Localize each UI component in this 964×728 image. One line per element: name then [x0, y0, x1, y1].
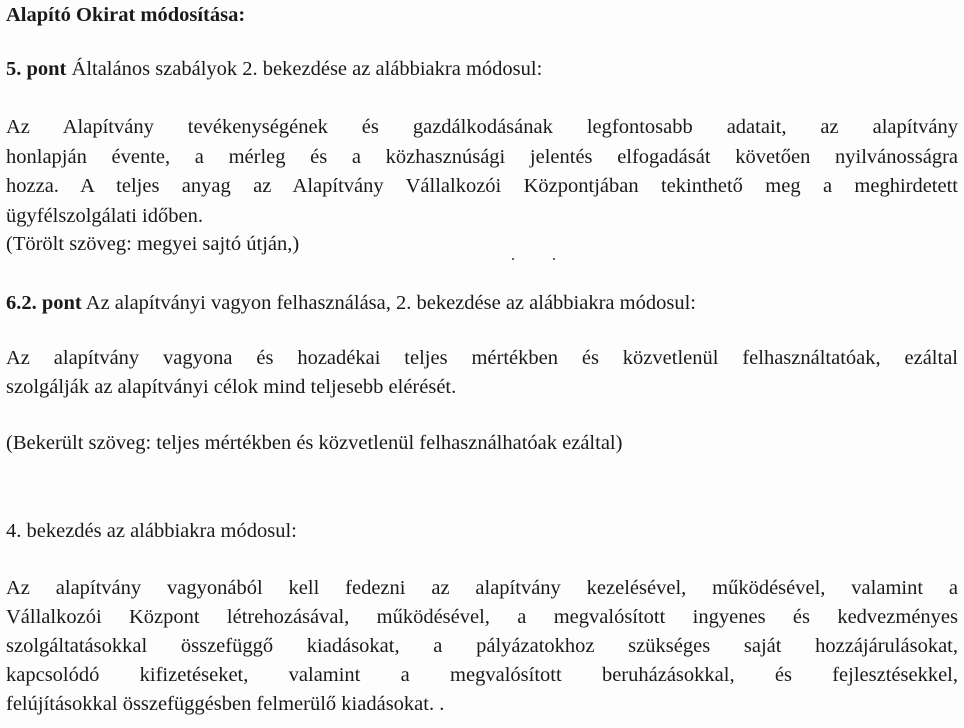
section-4-line-5: felújításokkal összefüggésben felmerülő kiadásokat. .	[6, 693, 445, 715]
document-heading: Alapító Okirat módosítása:	[6, 4, 246, 26]
section-6-2-line-2: szolgálják az alapítványi célok mind teljesebb elérését.	[6, 376, 457, 398]
scan-speck	[553, 258, 555, 260]
section-5-title-line	[6, 56, 542, 82]
section-4-line-4: kapcsolódó kifizetéseket, valamint a megvalósított beruházásokkal, és fejlesztésekkel,	[6, 664, 958, 686]
scan-speck	[512, 258, 514, 260]
section-4-line-3: szolgáltatásokkal összefüggő kiadásokat, a pályázatokhoz szükséges saját hozzájárulásokat,	[6, 635, 958, 657]
section-6-2-line-1: Az alapítvány vagyona és hozadékai teljes mértékben és közvetlenül felhasználtatóak, ezáltal	[6, 347, 958, 369]
section-5-label: 5. pont	[6, 58, 67, 80]
section-5-line-4: ügyfélszolgálati időben.	[6, 205, 203, 227]
section-5-line-3: hozza. A teljes anyag az Alapítvány Vállalkozói Központjában tekinthető meg a meghirdetett	[6, 175, 958, 197]
section-6-2-added-text: (Bekerült szöveg: teljes mértékben és közvetlenül felhasználhatóak ezáltal)	[6, 432, 623, 454]
section-4-title: 4. bekezdés az alábbiakra módosul:	[6, 520, 297, 542]
section-5-line-1: Az Alapítvány tevékenységének és gazdálkodásának legfontosabb adatait, az alapítvány	[6, 116, 958, 138]
section-4-line-2: Vállalkozói Központ létrehozásával, működésével, a megvalósított ingyenes és kedvezményes	[6, 606, 958, 628]
section-5-title: Általános szabályok 2. bekezdése az alábbiakra módosul:	[71, 58, 543, 80]
section-4-line-1: Az alapítvány vagyonából kell fedezni az alapítvány kezelésével, működésével, valamint a	[6, 577, 958, 599]
section-6-2-title-line	[6, 290, 696, 316]
section-6-2-label: 6.2. pont	[6, 292, 82, 314]
section-5-deleted-text: (Törölt szöveg: megyei sajtó útján,)	[6, 233, 300, 255]
section-5-line-2: honlapján évente, a mérleg és a közhasznúsági jelentés elfogadását követően nyilvánosságra	[6, 146, 958, 168]
section-6-2-title: Az alapítványi vagyon felhasználása, 2. bekezdése az alábbiakra módosul:	[85, 292, 696, 314]
